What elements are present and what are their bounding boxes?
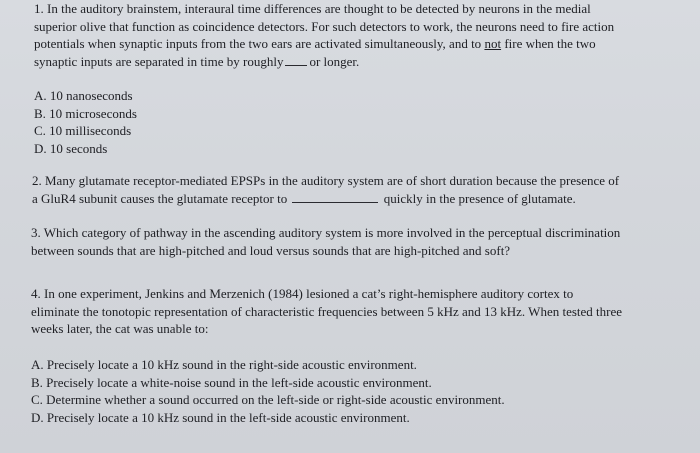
answer-blank <box>292 191 378 203</box>
question-1-text <box>34 0 614 70</box>
question-2-line-1: 2. Many glutamate receptor-mediated EPSPs in the auditory system are of short duration because the presence of <box>32 173 620 188</box>
option-b: B. Precisely locate a white-noise sound in the left-side acoustic environment. <box>31 374 432 390</box>
option-b: B. 10 microseconds <box>34 105 137 121</box>
option-c: C. Determine whether a sound occurred on the left-side or right-side acoustic environment. <box>31 392 505 407</box>
question-4-line-1: 4. In one experiment, Jenkins and Merzenich (1984) lesioned a cat’s right-hemisphere auditory cortex to <box>31 286 574 301</box>
emphasis-not: not <box>484 36 502 51</box>
question-3-line-2: between sounds that are high-pitched and loud versus sounds that are high-pitched and soft? <box>31 242 511 258</box>
option-a: A. 10 nanoseconds <box>34 88 133 103</box>
question-4-text <box>31 285 622 338</box>
question-1-line-2: superior olive that function as coincidence detectors. For such detectors to work, the neurons need to fire action <box>34 18 615 34</box>
option-c: C. 10 milliseconds <box>34 123 132 138</box>
question-4-options <box>31 356 505 426</box>
question-1-options <box>34 87 137 157</box>
question-3-line-1: 3. Which category of pathway in the ascending auditory system is more involved in the perceptual discrimination <box>31 225 621 240</box>
option-d: D. Precisely locate a 10 kHz sound in the left-side acoustic environment. <box>31 409 410 425</box>
question-1-line-3: potentials when synaptic inputs from the two ears are activated simultaneously, and to not fire when the two <box>34 36 596 51</box>
question-3-text <box>31 224 620 259</box>
answer-blank <box>285 54 307 66</box>
question-4-line-3: weeks later, the cat was unable to: <box>31 321 209 336</box>
option-a: A. Precisely locate a 10 kHz sound in the right-side acoustic environment. <box>31 357 417 372</box>
question-2-text <box>32 172 619 207</box>
question-4-line-2: eliminate the tonotopic representation of characteristic frequencies between 5 kHz and 13 kHz. When tested three <box>31 303 623 319</box>
option-d: D. 10 seconds <box>34 140 108 156</box>
question-2-line-2: a GluR4 subunit causes the glutamate receptor to quickly in the presence of glutamate. <box>32 190 576 206</box>
question-1-line-4: synaptic inputs are separated in time by roughly or longer. <box>34 53 360 69</box>
question-1-line-1: 1. In the auditory brainstem, interaural time differences are thought to be detected by neurons in the medial <box>34 1 591 16</box>
